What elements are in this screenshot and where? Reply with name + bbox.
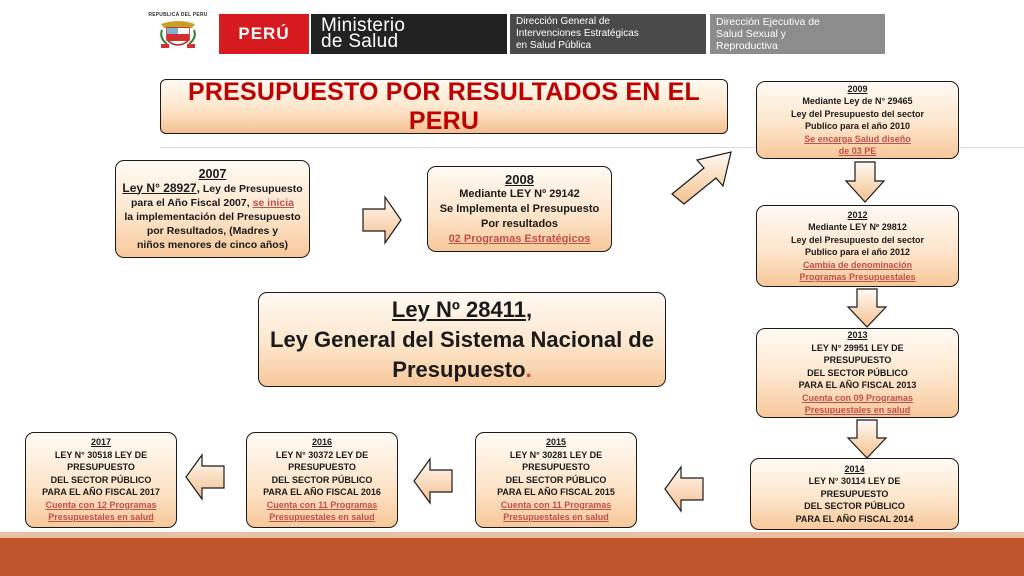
box2017-link1[interactable]: Cuenta con 12 Programas (45, 499, 157, 510)
peru-logo: PERÚ (219, 14, 309, 54)
box2017-line2: PRESUPUESTO (67, 462, 135, 473)
box2012-line1: Mediante LEY Nº 29812 (808, 222, 907, 232)
box2009-link2[interactable]: de 03 PE (838, 146, 877, 156)
box-2013 (756, 328, 959, 418)
box2013-line2: PRESUPUESTO (823, 355, 892, 366)
year-2008: 2008 (505, 171, 534, 187)
box2017-line3: DEL SECTOR PÚBLICO (50, 474, 152, 485)
box2008-line3: Por resultados (480, 217, 559, 230)
year-2014: 2014 (844, 463, 865, 474)
box2012-link1[interactable]: Cambia de denominación (802, 259, 913, 270)
box2013-link2[interactable]: Presupuestales en salud (804, 405, 911, 416)
box2017-line1: LEY N° 30518 LEY DE (54, 449, 148, 460)
box2008-line2: Se Implementa el Presupuesto (439, 202, 600, 215)
ministerio-line2: de Salud (321, 31, 399, 52)
year-2016: 2016 (311, 437, 333, 448)
box2012-line3: Publico para el año 2012 (804, 247, 911, 257)
dg-line2: Intervenciones Estratégicas (516, 28, 639, 39)
presupuesto-line: Presupuesto (392, 356, 526, 382)
box2012-line2: Ley del Presupuesto del sector (790, 234, 925, 245)
box2013-link1[interactable]: Cuenta con 09 Programas (801, 392, 914, 403)
law-28927: Ley N° 28927, (122, 180, 200, 195)
box-2016 (246, 432, 398, 528)
box-2014 (750, 458, 959, 530)
box-2017 (25, 432, 177, 528)
box2013-line3: DEL SECTOR PÚBLICO (807, 367, 908, 378)
box2017-line4: PARA EL AÑO FISCAL 2017 (42, 487, 160, 498)
box2015-line1: LEY N° 30281 LEY DE (509, 449, 603, 460)
box2007-line3: la implementación del Presupuesto (124, 210, 301, 223)
arrow-diagonal-icon (670, 150, 734, 210)
se-inicia-link[interactable]: se inicia (252, 196, 295, 209)
programas-estrategicos-link[interactable]: 02 Programas Estratégicos (448, 232, 591, 245)
page-title-box (160, 79, 728, 134)
box2016-link2[interactable]: Presupuestales en salud (269, 512, 375, 523)
year-2012: 2012 (847, 209, 868, 220)
box2009-line3: Publico para el año 2010 (804, 121, 911, 131)
direccion-general-logo (510, 14, 706, 54)
year-2007: 2007 (198, 166, 227, 181)
ministerio-logo (311, 14, 507, 54)
box2017-link2[interactable]: Presupuestales en salud (48, 512, 154, 523)
box-2008 (427, 166, 612, 252)
box2008-line1: Mediante LEY Nº 29142 (459, 187, 580, 200)
box2014-line1: LEY N° 30114 LEY DE (808, 476, 901, 487)
arrow-down-icon (847, 288, 887, 328)
year-2017: 2017 (90, 437, 112, 448)
arrow-left-icon (185, 454, 225, 500)
de-line3: Reproductiva (716, 40, 778, 52)
box2007-line4: por Resultados, (Madres y (146, 224, 279, 237)
box2015-line4: PARA EL AÑO FISCAL 2015 (497, 487, 615, 498)
box2016-line1: LEY N° 30372 LEY DE (275, 449, 369, 460)
box2009-line2: Ley del Presupuesto del sector (790, 108, 925, 119)
box-2007 (115, 160, 310, 258)
ley-28411-comma: , (525, 296, 533, 322)
arrow-left-icon (413, 458, 453, 504)
box-2009 (756, 81, 959, 159)
ley-general-line: Ley General del Sistema Nacional de (270, 326, 654, 352)
box2007-line5: niños menores de cinco años) (136, 238, 289, 251)
box2015-line2: PRESUPUESTO (522, 462, 590, 473)
de-line2: Salud Sexual y (716, 28, 787, 40)
box2016-link1[interactable]: Cuenta con 11 Programas (266, 499, 378, 510)
box2014-line4: PARA EL AÑO FISCAL 2014 (795, 513, 914, 524)
arrow-left-icon (664, 466, 704, 512)
coat-of-arms-icon (159, 18, 197, 52)
ley-28411-box (258, 292, 666, 387)
arrow-right-icon (362, 196, 402, 244)
de-line1: Dirección Ejecutiva de (716, 16, 820, 28)
dg-line3: en Salud Pública (516, 40, 592, 51)
box2015-link1[interactable]: Cuenta con 11 Programas (500, 499, 612, 510)
box-2015 (475, 432, 637, 528)
footer-bar (0, 538, 1024, 576)
arrow-down-icon (847, 419, 887, 459)
box2013-line1: LEY N° 29951 LEY DE (811, 342, 904, 353)
box2009-line1: Mediante Ley de N° 29465 (802, 96, 913, 106)
year-2009: 2009 (847, 83, 868, 94)
box2016-line2: PRESUPUESTO (288, 462, 356, 473)
box2016-line4: PARA EL AÑO FISCAL 2016 (263, 487, 381, 498)
box2015-link2[interactable]: Presupuestales en salud (503, 512, 609, 523)
page-title: PRESUPUESTO POR RESULTADOS EN EL PERU (187, 77, 701, 135)
ministerio-line1: Ministerio (321, 15, 406, 36)
box2009-link1[interactable]: Se encarga Salud diseño (804, 133, 911, 144)
year-2015: 2015 (545, 437, 567, 448)
dg-line1: Dirección General de (516, 16, 610, 27)
peru-coat-of-arms-logo (147, 12, 209, 56)
presupuesto-period: . (525, 356, 532, 382)
year-2013: 2013 (847, 330, 868, 341)
box2014-line2: PRESUPUESTO (820, 488, 889, 499)
box2015-line3: DEL SECTOR PÚBLICO (505, 474, 607, 485)
box2013-line4: PARA EL AÑO FISCAL 2013 (798, 380, 917, 391)
arrow-down-icon (845, 161, 885, 203)
box2016-line3: DEL SECTOR PÚBLICO (271, 474, 373, 485)
box2007-line1: Ley de Presupuesto (199, 182, 303, 195)
ley-28411-title: Ley Nº 28411 (391, 296, 526, 322)
box2014-line3: DEL SECTOR PÚBLICO (804, 501, 905, 512)
box-2012 (756, 205, 959, 287)
box2007-line2a: para el Año Fiscal 2007, (130, 196, 253, 209)
direccion-ejecutiva-logo (710, 14, 885, 54)
box2012-link2[interactable]: Programas Presupuestales (799, 272, 916, 282)
seal-text: REPUBLICA DEL PERU (148, 12, 208, 18)
